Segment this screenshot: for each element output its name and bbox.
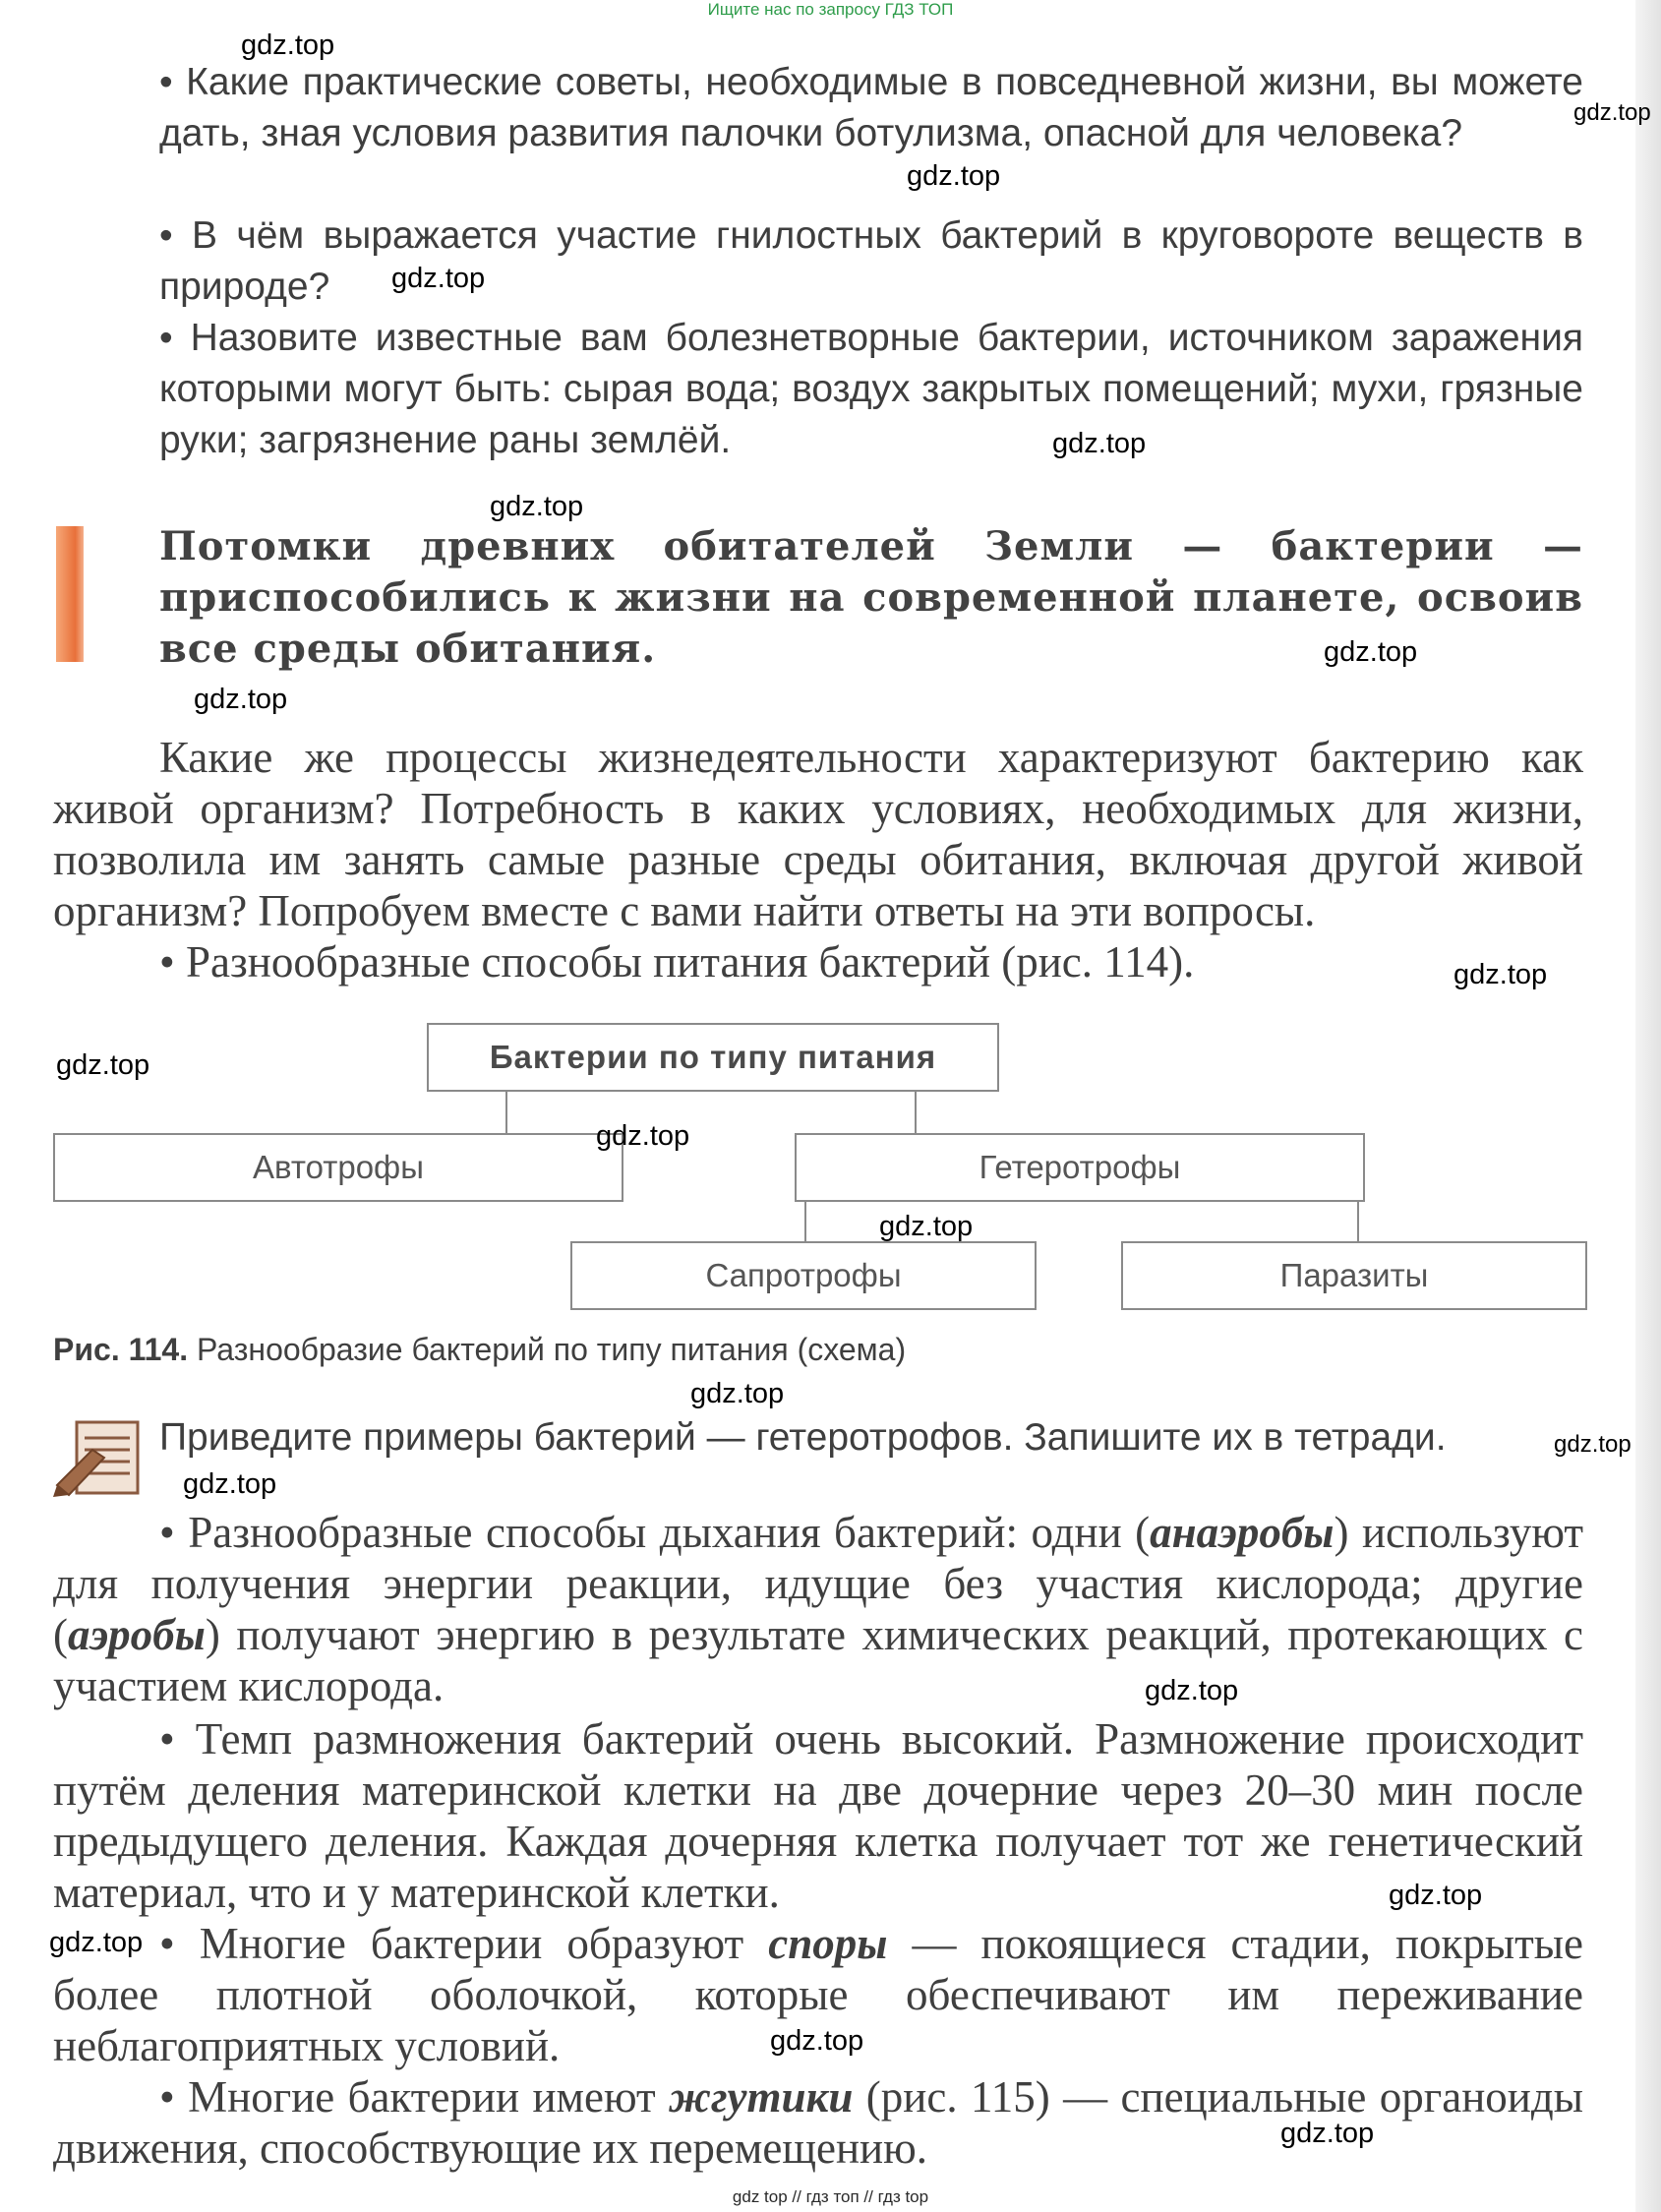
- watermark: gdz.top: [1052, 428, 1147, 459]
- connector-hetero-right: [1357, 1202, 1359, 1243]
- top-search-hint[interactable]: Ищите нас по запросу ГДЗ ТОП: [707, 0, 954, 19]
- respiration-paragraph: • Разнообразные способы дыхания бактерий: одни (анаэробы) используют для получения энергии реакции, идущие без участия кислорода; другие (аэробы) получают энергию в результате химических реакций, протекающих с участием кислорода.: [53, 1508, 1584, 1710]
- watermark: gdz.top: [770, 2025, 864, 2057]
- watermark: gdz.top: [1280, 2118, 1375, 2149]
- term-flagella: жгутики: [669, 2072, 854, 2122]
- watermark: gdz.top: [1324, 636, 1418, 668]
- spores-paragraph: • Многие бактерии образуют споры — покоящиеся стадии, покрытые более плотной оболочкой, которые обеспечивают им переживание неблагоприятных условий.: [53, 1919, 1583, 2070]
- watermark: gdz.top: [183, 1468, 277, 1500]
- watermark: gdz.top: [194, 684, 288, 715]
- watermark: gdz.top: [1573, 99, 1651, 126]
- watermark: gdz.top: [879, 1211, 974, 1242]
- watermark: gdz.top: [490, 491, 584, 522]
- term-anaerobes: анаэробы: [1150, 1508, 1335, 1557]
- connector-root-left: [505, 1092, 507, 1133]
- diagram-saprotrophs-box: Сапротрофы: [570, 1241, 1037, 1310]
- diagram-parasites-box: Паразиты: [1121, 1241, 1587, 1310]
- notebook-pencil-icon: [53, 1416, 148, 1503]
- watermark: gdz.top: [241, 30, 335, 61]
- figure-label: Рис. 114.: [53, 1332, 189, 1367]
- watermark: gdz.top: [1453, 959, 1548, 990]
- watermark: gdz.top: [1145, 1675, 1239, 1706]
- page-edge-shadow: [1635, 0, 1661, 2212]
- connector-hetero-left: [804, 1202, 806, 1243]
- reproduction-paragraph: • Темп размножения бактерий очень высокий. Размножение происходит путём деления материнской клетки на две дочерние через 20–30 мин после предыдущего деления. Каждая дочерняя клетка получает тот же генетический материал, что и у материнской клетки.: [53, 1714, 1583, 1917]
- question-putrefactive: • В чём выражается участие гнилостных бактерий в круговороте веществ в природе?: [159, 214, 1583, 308]
- task-text: Приведите примеры бактерий — гетеротрофов. Запишите их в тетради.: [159, 1416, 1447, 1459]
- watermark: gdz.top: [1389, 1880, 1483, 1911]
- watermark: gdz.top: [596, 1120, 690, 1152]
- key-statement: Потомки древних обитателей Земли — бактерии — приспособились к жизни на современной планете, освоив все среды обитания.: [159, 523, 1583, 672]
- diagram-autotrophs-box: Автотрофы: [53, 1133, 623, 1202]
- connector-root-right: [915, 1092, 917, 1133]
- figure-caption: [53, 1330, 906, 1369]
- accent-bar: [56, 526, 84, 662]
- question-botulism: • Какие практические советы, необходимые в повседневной жизни, вы можете дать, зная условия развития палочки ботулизма, опасной для человека?: [159, 61, 1583, 154]
- watermark: gdz.top: [391, 263, 486, 294]
- watermark: gdz.top: [49, 1927, 144, 1958]
- term-aerobes: аэробы: [68, 1610, 206, 1659]
- watermark: gdz.top: [1554, 1431, 1631, 1458]
- term-spores: споры: [768, 1919, 888, 1968]
- diagram-heterotrophs-box: Гетеротрофы: [795, 1133, 1365, 1202]
- question-pathogens: • Назовите известные вам болезнетворные бактерии, источником заражения которыми могут быть: сырая вода; воздух закрытых помещений; мухи, грязные руки; загрязнение раны землёй.: [159, 317, 1583, 461]
- nutrition-bullet: • Разнообразные способы питания бактерий (рис. 114).: [159, 937, 1195, 986]
- footer-links[interactable]: gdz top // гдз топ // гдз top: [732, 2187, 929, 2206]
- watermark: gdz.top: [56, 1049, 150, 1081]
- intro-paragraph: Какие же процессы жизнедеятельности характеризуют бактерию как живой организм? Потребность в каких условиях, необходимых для жизни, позволила им занять самые разные среды обитания, включая другой живой организм? Попробуем вместе с вами найти ответы на эти вопросы.: [53, 733, 1583, 935]
- flagella-paragraph: • Многие бактерии имеют жгутики (рис. 115) — специальные органоиды движения, способствующие их перемещению.: [53, 2072, 1583, 2173]
- watermark: gdz.top: [907, 160, 1001, 192]
- watermark: gdz.top: [690, 1378, 785, 1409]
- diagram-root-box: Бактерии по типу питания: [427, 1023, 999, 1092]
- figure-caption-text: Разнообразие бактерий по типу питания (схема): [197, 1332, 907, 1367]
